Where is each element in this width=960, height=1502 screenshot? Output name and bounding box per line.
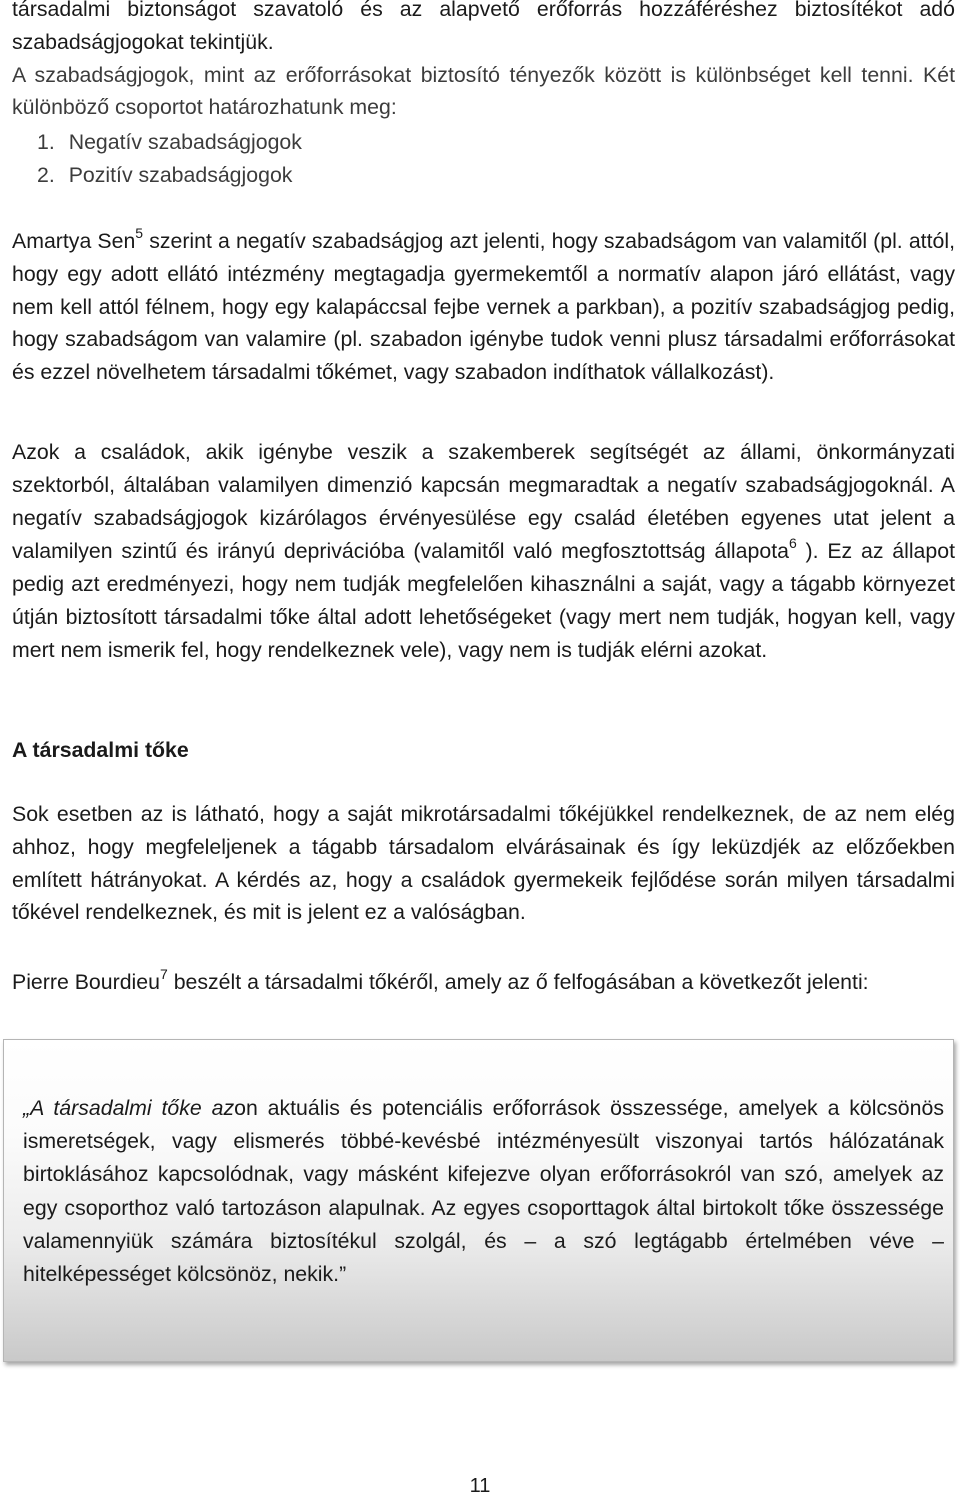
quote-italic: „A társadalmi tőke az: [23, 1096, 235, 1120]
intro-paragraph: [12, 0, 955, 124]
list-item: [12, 159, 955, 192]
bourdieu-paragraph: [12, 966, 955, 999]
list-item-label: Negatív szabadságjogok: [68, 130, 302, 154]
sen-text-end: szerint a negatív szabadságjog azt jelenti, hogy szabadságom van valamitől (pl. attól, hogy egy adott ellátó intézmény megtagadja gyermekemtől a normatív alapon járó ellátást, vagy nem kell attól félnem, hogy egy kalapáccsal fejbe vernek a parkban), a pozitív szabadságjog pedig, hogy szabadságom van valamire (pl. szabadon igénybe tudok venni plusz társadalmi erőforrásokat és ezzel növelhetem társadalmi tőkémet, vagy szabadon indíthatok vállalkozást).: [12, 229, 955, 385]
list-item: [12, 126, 955, 159]
azok-text-end: ). Ez az állapot pedig azt eredményezi, hogy nem tudják megfelelően kihasználni a saját, vagy a tágabb környezet útján biztosított társadalmi tőke által adott lehetőségeket (vagy mert nem tudják, hogyan kell, vagy mert nem ismerik fel, hogy rendelkeznek vele), vagy nem is tudják elérni azokat.: [12, 539, 955, 662]
intro-line-2: A szabadságjogok, mint az erőforrásokat biztosító tényezők között is különbséget kell tenni. Két különböző csoportot határozhatunk meg:: [12, 62, 955, 120]
quote-box: [3, 1039, 954, 1362]
quote-rest: on aktuális és potenciális erőforrások összessége, amelyek a kölcsönös ismeretségek, vagy elismerés többé-kevésbé intézményesült viszonyai tartós hálózatának birtoklásához kapcsolódnak, vagy másként kifejezve olyan erőforrásokról van szó, amelyek az egy csoporthoz való tartozáson alapulnak. Az egyes csoporttagok által birtokolt tőke összessége valamennyiük számára biztosítékul szolgál, és – a szó legtágabb értelmében véve – hitelképességet kölcsönöz, nekik.”: [23, 1096, 944, 1287]
list-item-number: 2.: [37, 163, 55, 187]
intro-line-1: társadalmi biztonságot szavatoló és az alapvető erőforrás hozzáféréshez biztosítékot adó szabadságjogokat tekintjük.: [12, 0, 955, 54]
sok-paragraph: [12, 798, 955, 929]
azok-paragraph: [12, 436, 955, 667]
rights-list: [12, 126, 955, 192]
list-item-number: 1.: [37, 130, 55, 154]
section-heading: A társadalmi tőke: [12, 738, 189, 762]
sok-text: Sok esetben az is látható, hogy a saját mikrotársadalmi tőkéjükkel rendelkeznek, de az nem elég ahhoz, hogy megfeleljenek a tágabb társadalom elvárásainak és így leküzdjék az előzőekben említett hátrányokat. A kérdés az, hogy a családok gyermekeik fejlődése során milyen társadalmi tőkével rendelkeznek, és mit is jelent ez a valóságban.: [12, 802, 955, 925]
azok-text-start: Azok a családok, akik igénybe veszik a szakemberek segítségét az állami, önkormányzati szektorból, általában valamilyen dimenzió kapcsán megmaradtak a negatív szabadságjogoknál. A negatív szabadságjogok kizárólagos érvényesülése egy család életében egyenes utat jelent a valamilyen szintű és irányú deprivációba (valamitől való megfosztottság állapota: [12, 440, 955, 563]
page-number: 11: [469, 1475, 491, 1497]
footnote-marker[interactable]: 5: [135, 224, 144, 241]
footnote-marker[interactable]: 7: [159, 965, 168, 982]
sen-text-start: Amartya Sen: [12, 229, 136, 253]
bourdieu-text-end: beszélt a társadalmi tőkéről, amely az ő felfogásában a következőt jelenti:: [167, 970, 869, 994]
sen-paragraph: [12, 225, 955, 389]
footnote-marker[interactable]: 6: [788, 534, 797, 551]
quote-text: [23, 1092, 944, 1291]
bourdieu-text-start: Pierre Bourdieu: [12, 970, 160, 994]
list-item-label: Pozitív szabadságjogok: [68, 163, 293, 187]
